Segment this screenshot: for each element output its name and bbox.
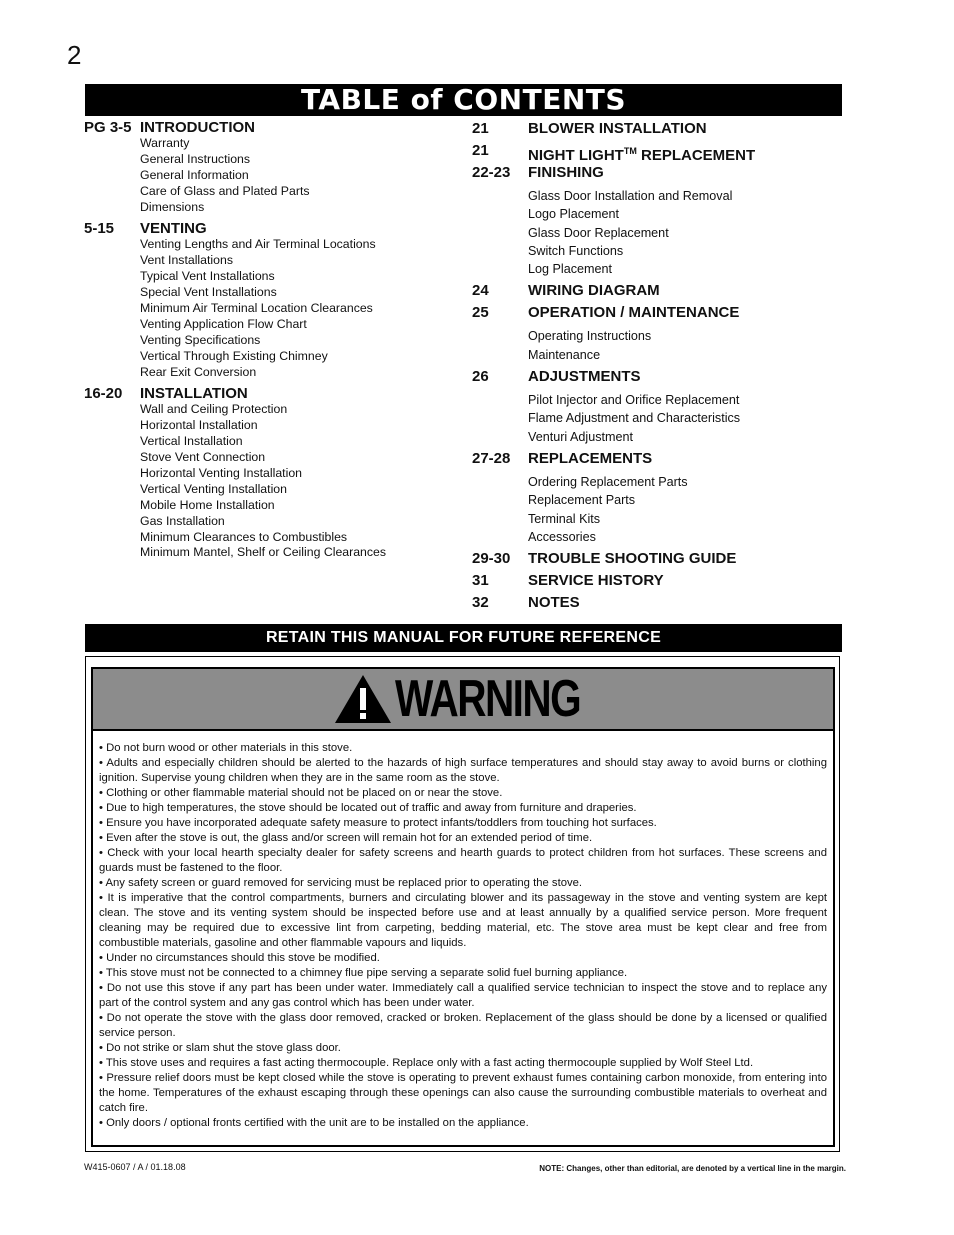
toc-section-title-text: BLOWER INSTALLATION	[528, 120, 707, 137]
toc-subsection: Vent Installations	[140, 253, 233, 268]
change-note: NOTE: Changes, other than editorial, are denoted by a vertical line in the margin.	[539, 1164, 846, 1173]
toc-subsection: Venting Specifications	[140, 332, 261, 347]
toc-entry	[472, 570, 852, 592]
toc-subsection: Special Vent Installations	[140, 285, 277, 300]
toc-entry-heading	[472, 140, 852, 162]
toc-subsection: Glass Door Replacement	[528, 225, 669, 240]
toc-subsection: Log Placement	[528, 262, 613, 277]
toc-subsection: Gas Installation	[140, 513, 225, 528]
toc-section-title-text: SERVICE HISTORY	[528, 572, 664, 590]
toc-section-title-text: ADJUSTMENTS	[528, 368, 641, 386]
warning-list	[93, 731, 833, 1131]
toc-section-title	[528, 366, 641, 388]
toc-entry	[84, 385, 454, 561]
warning-item: • Under no circumstances should this stove be modified.	[99, 952, 380, 964]
toc-section-title-text: VENTING	[140, 220, 207, 238]
toc-section-title	[528, 162, 604, 184]
toc-entry-heading	[472, 118, 852, 140]
toc-section-title-text: NIGHT LIGHT	[528, 147, 624, 164]
toc-subsection: Operating Instructions	[528, 329, 652, 344]
toc-page-ref: 16-20	[84, 385, 123, 403]
toc-subsection: General Instructions	[140, 151, 251, 166]
toc-subsection: Venturi Adjustment	[528, 429, 634, 444]
toc-page-ref: 22-23	[472, 164, 511, 181]
warning-item: • Do not use this stove if any part has been under water. Immediately call a qualified service technician to inspect the stove and to replace any part of the control system and any gas control which has been under water.	[99, 982, 827, 1009]
toc-page-ref: 32	[472, 594, 489, 612]
toc-right-column	[472, 118, 852, 614]
toc-subsection: Horizontal Installation	[140, 418, 258, 433]
toc-subsection: Replacement Parts	[528, 493, 636, 508]
warning-item: • This stove must not be connected to a chimney flue pipe serving a separate solid fuel burning appliance.	[99, 967, 628, 979]
warning-item: • Only doors / optional fronts certified with the unit are to be installed on the appliance.	[99, 1117, 529, 1129]
toc-entry-heading	[472, 366, 852, 388]
toc-entry-heading	[84, 119, 454, 136]
toc-entry-heading	[84, 220, 454, 237]
toc-subsection-list	[528, 388, 852, 448]
toc-entry	[472, 280, 852, 302]
toc-section-title-text: TROUBLE SHOOTING GUIDE	[528, 550, 737, 568]
warning-item: • Ensure you have incorporated adequate safety measure to protect infants/toddlers from touching hot surfaces.	[99, 817, 657, 829]
toc-subsection: Minimum Air Terminal Location Clearances	[140, 301, 373, 316]
toc-entry-heading	[472, 448, 852, 470]
toc-section-title-text: INSTALLATION	[140, 385, 248, 403]
toc-subsection: Typical Vent Installations	[140, 269, 275, 284]
toc-page-ref: 24	[472, 282, 489, 300]
toc-entry-heading	[472, 162, 852, 184]
toc-section-title-text: WIRING DIAGRAM	[528, 282, 660, 300]
toc-subsection: Logo Placement	[528, 207, 620, 222]
toc-section-title	[528, 548, 736, 570]
warning-frame	[85, 656, 840, 1152]
toc-entry	[472, 302, 852, 366]
toc-page-ref: 26	[472, 368, 489, 386]
toc-subsection: Venting Application Flow Chart	[140, 316, 307, 331]
toc-entry-heading	[472, 548, 852, 570]
warning-item: • Any safety screen or guard removed for servicing must be replaced prior to operating the stove.	[99, 877, 583, 889]
toc-entry-heading	[472, 302, 852, 324]
toc-subsection: Minimum Mantel, Shelf or Ceiling Clearances	[140, 545, 387, 560]
toc-entry	[84, 220, 454, 380]
warning-triangle-icon	[333, 673, 393, 725]
toc-section-title	[140, 220, 207, 237]
warning-item: • Clothing or other flammable material should not be placed on or near the stove.	[99, 787, 503, 799]
toc-subsection: General Information	[140, 167, 249, 182]
toc-entry	[472, 140, 852, 162]
toc-subsection: Terminal Kits	[528, 511, 601, 526]
toc-subsection: Glass Door Installation and Removal	[528, 189, 733, 203]
toc-entry	[472, 118, 852, 140]
toc-subsection: Switch Functions	[528, 243, 624, 258]
toc-section-title-rest: REPLACEMENT	[636, 147, 756, 164]
toc-subsection: Rear Exit Conversion	[140, 364, 257, 379]
toc-section-title	[528, 570, 664, 592]
toc-subsection: Ordering Replacement Parts	[528, 474, 688, 489]
toc-subsection-list	[528, 324, 852, 366]
document-code: W415-0607 / A / 01.18.08	[84, 1162, 186, 1172]
warning-item: • Check with your local hearth specialty dealer for safety screens and hearth guards to protect children from hot surfaces. These screens and guards must be fastened to the floor.	[99, 847, 827, 874]
toc-subsection: Warranty	[140, 136, 190, 150]
toc-subsection: Vertical Installation	[140, 434, 243, 449]
toc-page-ref: 5-15	[84, 220, 115, 238]
toc-subsection: Venting Lengths and Air Terminal Locations	[140, 237, 376, 252]
toc-section-title-text: FINISHING	[528, 164, 604, 181]
warning-item: • Pressure relief doors must be kept closed while the stove is operating to prevent exhaust fumes containing carbon monoxide, from entering into the home. Temperatures of the exhaust escaping through these openings can also cause the surrounding combustible materials to overheat and catch fire.	[99, 1072, 827, 1114]
warning-item: • Do not burn wood or other materials in this stove.	[99, 742, 353, 754]
toc-entry	[472, 162, 852, 280]
toc-subsection-list	[528, 184, 852, 280]
toc-section-title	[528, 448, 652, 470]
toc-page-ref: 21	[472, 142, 489, 159]
toc-subsection: Vertical Venting Installation	[140, 481, 287, 496]
toc-subsection: Horizontal Venting Installation	[140, 466, 303, 481]
toc-section-title	[528, 118, 707, 140]
toc-section-title	[528, 140, 755, 162]
warning-item: • Adults and especially children should be alerted to the hazards of high surface temperatures and should stay away to avoid burns or clothing ignition. Supervise young children when they are in the same room as the stove.	[99, 757, 827, 784]
retain-manual-banner: RETAIN THIS MANUAL FOR FUTURE REFERENCE	[85, 624, 842, 652]
toc-subsection: Stove Vent Connection	[140, 450, 266, 465]
toc-subsection: Pilot Injector and Orifice Replacement	[528, 393, 740, 408]
toc-page-ref: 21	[472, 120, 489, 137]
toc-subsection: Flame Adjustment and Characteristics	[528, 411, 741, 426]
warning-title: WARNING	[395, 670, 581, 728]
toc-subsection: Minimum Clearances to Combustibles	[140, 529, 348, 544]
toc-section-title	[528, 302, 739, 324]
warning-item: • It is imperative that the control compartments, burners and circulating blower and its passageway in the stove and venting system are kept clean. The stove and its venting system should be inspected before use and at least annually by a qualified service person. More frequent cleaning may be required due to excessive lint from carpeting, bedding material, etc. The stove area must be kept clear and free from combustible materials, gasoline and other flammable vapours and liquids.	[99, 892, 827, 949]
toc-left-column	[84, 118, 454, 561]
toc-entry	[84, 119, 454, 215]
warning-item: • Due to high temperatures, the stove should be located out of traffic and away from furniture and draperies.	[99, 802, 637, 814]
toc-section-title-text: NOTES	[528, 594, 580, 612]
warning-item: • Do not strike or slam shut the stove glass door.	[99, 1042, 341, 1054]
warning-item: • Even after the stove is out, the glass and/or screen will remain hot for an extended period of time.	[99, 832, 593, 844]
toc-section-title-text: REPLACEMENTS	[528, 449, 653, 467]
toc-section-title	[140, 119, 255, 136]
toc-subsection: Accessories	[528, 529, 596, 544]
trademark-mark: TM	[623, 146, 637, 156]
toc-page-ref: 25	[472, 304, 489, 322]
toc-page-ref: PG 3-5	[84, 119, 132, 136]
toc-subsection-list	[140, 237, 454, 380]
warning-item: • This stove uses and requires a fast acting thermocouple. Replace only with a fast acting thermocouple supplied by Wolf Steel Ltd.	[99, 1057, 754, 1069]
toc-entry	[472, 366, 852, 448]
warning-item: • Do not operate the stove with the glass door removed, cracked or broken. Replacement of the glass should be done by a licensed or qualified service person.	[99, 1012, 827, 1039]
toc-section-title	[528, 280, 660, 302]
toc-subsection: Wall and Ceiling Protection	[140, 402, 288, 417]
toc-page-ref: 31	[472, 572, 489, 590]
toc-entry	[472, 448, 852, 548]
toc-subsection: Dimensions	[140, 199, 205, 214]
toc-subsection: Mobile Home Installation	[140, 497, 275, 512]
toc-subsection: Care of Glass and Plated Parts	[140, 183, 310, 198]
page-number: 2	[67, 40, 82, 70]
warning-box	[91, 667, 835, 1147]
toc-section-title-text: OPERATION / MAINTENANCE	[528, 304, 740, 322]
toc-subsection-list	[140, 136, 454, 215]
warning-header	[93, 669, 833, 731]
toc-entry-heading	[472, 280, 852, 302]
toc-subsection: Vertical Through Existing Chimney	[140, 348, 328, 363]
toc-entry-heading	[472, 592, 852, 614]
toc-entry	[472, 592, 852, 614]
toc-subsection: Maintenance	[528, 347, 601, 362]
toc-title: TABLE of CONTENTS	[85, 84, 842, 116]
toc-entry	[472, 548, 852, 570]
toc-page-ref: 27-28	[472, 449, 511, 467]
toc-subsection-list	[528, 470, 852, 548]
toc-entry-heading	[472, 570, 852, 592]
toc-section-title-text: INTRODUCTION	[140, 119, 255, 136]
toc-section-title	[140, 385, 248, 402]
toc-page-ref: 29-30	[472, 550, 511, 568]
toc-section-title	[528, 592, 580, 614]
toc-subsection-list	[140, 402, 454, 561]
toc-entry-heading	[84, 385, 454, 402]
